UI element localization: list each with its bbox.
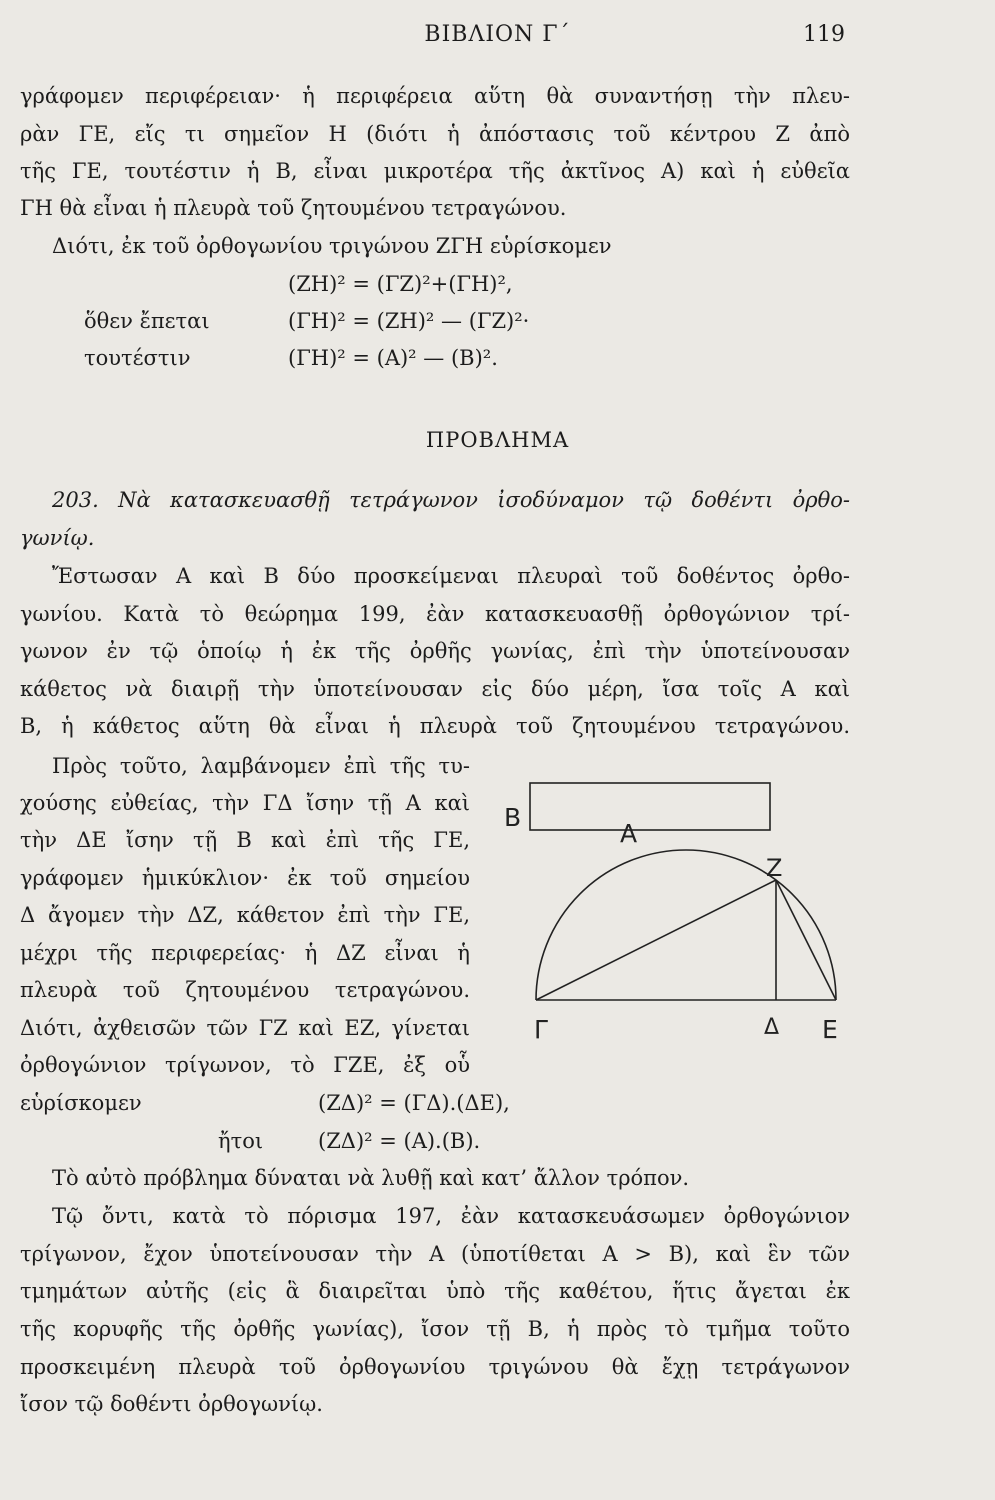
text-line: κάθετος νὰ διαιρῇ τὴν ὑποτείνουσαν εἰς δύο μέρη, ἴσα τοῖς Α καὶ bbox=[20, 677, 850, 701]
text-line: Β, ἡ κάθετος αὕτη θὰ εἶναι ἡ πλευρὰ τοῦ ζητουμένου τετραγώνου. bbox=[20, 714, 850, 738]
text-line: Πρὸς τοῦτο, λαμβάνομεν ἐπὶ τῆς τυ- bbox=[52, 754, 470, 778]
text-line: ὀρθογώνιον τρίγωνον, τὸ ΓΖΕ, ἐξ οὗ bbox=[20, 1053, 470, 1077]
label-b: Β bbox=[504, 803, 522, 832]
equation: (ΖΗ)² = (ΓΖ)²+(ΓΗ)², bbox=[288, 272, 513, 296]
chord-ez bbox=[776, 880, 836, 1000]
text-line: γωνίου. Κατὰ τὸ θεώρημα 199, ἐὰν κατασκευασθῇ ὀρθογώνιον τρί- bbox=[20, 602, 850, 626]
given-rectangle bbox=[530, 783, 770, 830]
text-line: χούσης εὐθείας, τὴν ΓΔ ἴσην τῇ Α καὶ bbox=[20, 791, 470, 815]
geometry-figure bbox=[498, 776, 858, 1046]
label-z: Ζ bbox=[766, 854, 783, 882]
text-line: Ἔστωσαν Α καὶ Β δύο προσκείμεναι πλευραὶ τοῦ δοθέντος ὀρθο- bbox=[52, 564, 850, 588]
running-header bbox=[0, 22, 995, 56]
section-heading: ΠΡΟΒΛΗΜΑ bbox=[425, 428, 570, 452]
running-title: ΒΙΒΛΙΟΝ Γ΄ bbox=[424, 22, 571, 47]
text-line: ἴσον τῷ δοθέντι ὀρθογωνίῳ. bbox=[20, 1392, 323, 1416]
text-line: τῆς ΓΕ, τουτέστιν ἡ Β, εἶναι μικροτέρα τῆς ἀκτῖνος Α) καὶ ἡ εὐθεῖα bbox=[20, 159, 850, 183]
equation: (ΓΗ)² = (ΖΗ)² — (ΓΖ)²· bbox=[288, 309, 530, 333]
problem-statement: 203. Νὰ κατασκευασθῇ τετράγωνον ἰσοδύναμον τῷ δοθέντι ὀρθο- bbox=[52, 488, 850, 512]
text-line: Διότι, ἐκ τοῦ ὀρθογωνίου τριγώνου ΖΓΗ εὑρίσκομεν bbox=[52, 234, 612, 258]
equation: (ΖΔ)² = (ΓΔ).(ΔΕ), bbox=[318, 1091, 510, 1115]
equation-label: ἤτοι bbox=[218, 1129, 264, 1153]
text-line: τρίγωνον, ἔχον ὑποτείνουσαν τὴν Α (ὑποτίθεται Α > Β), καὶ ἓν τῶν bbox=[20, 1242, 850, 1266]
text-line: γράφομεν ἡμικύκλιον· ἐκ τοῦ σημείου bbox=[20, 866, 470, 890]
equation-label: εὑρίσκομεν bbox=[20, 1091, 142, 1115]
equation-label: τουτέστιν bbox=[84, 346, 191, 370]
text-line: τὴν ΔΕ ἴσην τῇ Β καὶ ἐπὶ τῆς ΓΕ, bbox=[20, 828, 470, 852]
text-line: γράφομεν περιφέρειαν· ἡ περιφέρεια αὕτη θὰ συναντήσῃ τὴν πλευ- bbox=[20, 84, 850, 108]
page-number: 119 bbox=[803, 22, 845, 47]
text-line: Διότι, ἀχθεισῶν τῶν ΓΖ καὶ ΕΖ, γίνεται bbox=[20, 1016, 470, 1040]
problem-statement: γωνίῳ. bbox=[20, 526, 95, 550]
text-line: Τῷ ὄντι, κατὰ τὸ πόρισμα 197, ἐὰν κατασκευάσωμεν ὀρθογώνιον bbox=[52, 1204, 850, 1228]
chord-gz bbox=[536, 880, 776, 1000]
text-line: μέχρι τῆς περιφερείας· ἡ ΔΖ εἶναι ἡ bbox=[20, 941, 470, 965]
label-d: Δ bbox=[764, 1015, 780, 1040]
text-line: γωνον ἐν τῷ ὁποίῳ ἡ ἐκ τῆς ὀρθῆς γωνίας, ἐπὶ τὴν ὑποτείνουσαν bbox=[20, 639, 850, 663]
label-e: Ε bbox=[822, 1015, 838, 1044]
text-line: προσκειμένη πλευρὰ τοῦ ὀρθογωνίου τριγώνου θὰ ἔχῃ τετράγωνον bbox=[20, 1355, 850, 1379]
text-line: Δ ἄγομεν τὴν ΔΖ, κάθετον ἐπὶ τὴν ΓΕ, bbox=[20, 903, 470, 927]
label-g: Γ bbox=[534, 1015, 548, 1044]
text-line: ΓΗ θὰ εἶναι ἡ πλευρὰ τοῦ ζητουμένου τετραγώνου. bbox=[20, 196, 567, 220]
equation: (ΓΗ)² = (Α)² — (Β)². bbox=[288, 346, 498, 370]
text-line: τμημάτων αὐτῆς (εἰς ἃ διαιρεῖται ὑπὸ τῆς καθέτου, ἥτις ἄγεται ἐκ bbox=[20, 1279, 850, 1303]
text-line: Τὸ αὐτὸ πρόβλημα δύναται νὰ λυθῇ καὶ κατ’ ἄλλον τρόπον. bbox=[52, 1166, 690, 1190]
text-line: τῆς κορυφῆς τῆς ὀρθῆς γωνίας), ἴσον τῇ Β, ἡ πρὸς τὸ τμῆμα τοῦτο bbox=[20, 1317, 850, 1341]
equation-label: ὅθεν ἔπεται bbox=[84, 309, 210, 333]
text-line: πλευρὰ τοῦ ζητουμένου τετραγώνου. bbox=[20, 978, 470, 1002]
equation: (ΖΔ)² = (Α).(Β). bbox=[318, 1129, 481, 1153]
label-a: Α bbox=[620, 819, 638, 848]
text-line: ρὰν ΓΕ, εἴς τι σημεῖον Η (διότι ἡ ἀπόστασις τοῦ κέντρου Ζ ἀπὸ bbox=[20, 122, 850, 146]
